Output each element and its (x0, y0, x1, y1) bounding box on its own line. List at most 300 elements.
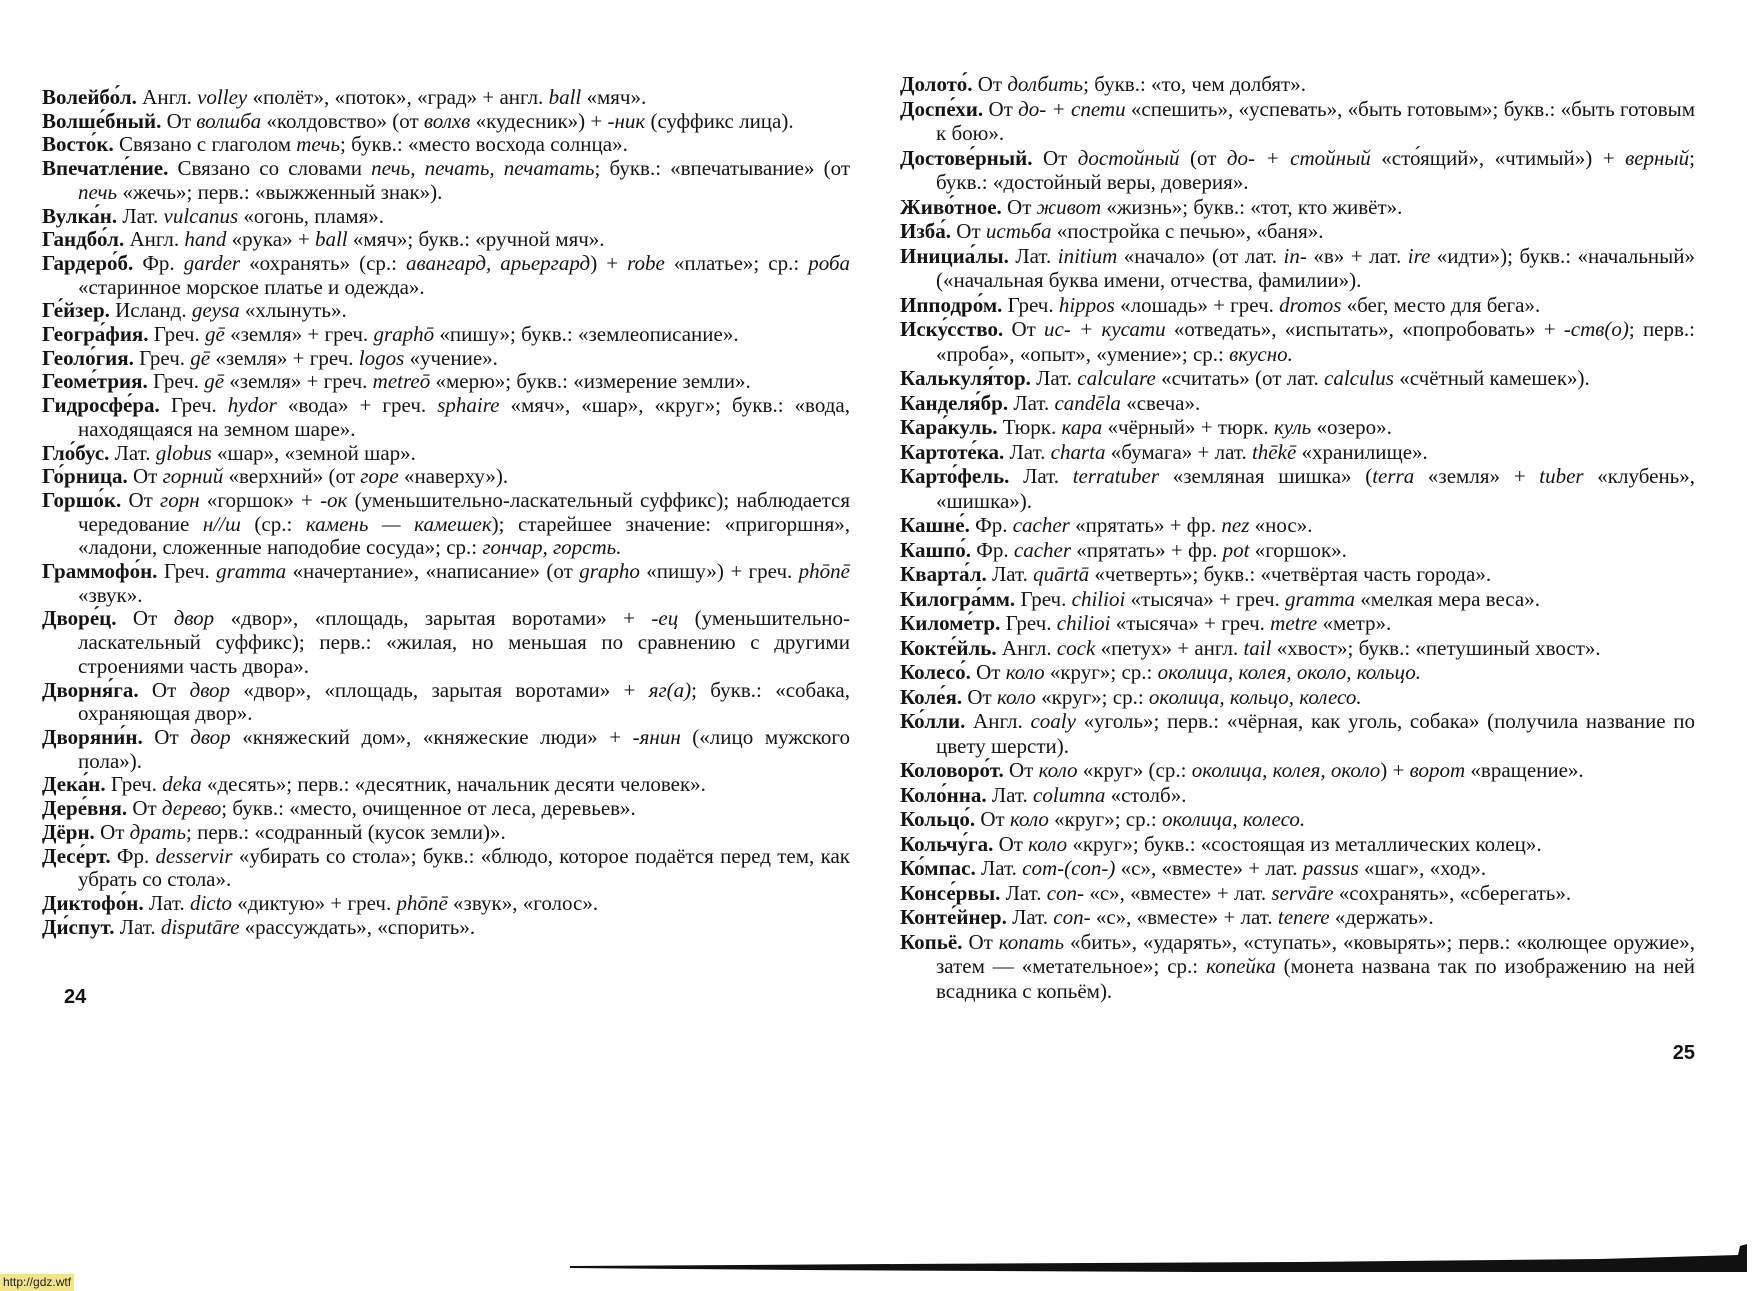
entry-text: «охранять» (ср.: (240, 250, 407, 275)
entry-text: Англ. (124, 227, 185, 252)
entry-headword: Иску́сство. (900, 317, 1004, 341)
entry-etymon: ворот (1409, 758, 1466, 782)
entry-etymon: cock (1056, 635, 1096, 660)
entry-text: «пишу») + греч. (639, 559, 799, 584)
entry-text: Тюрк. (997, 415, 1062, 439)
entry-etymon: драть (129, 819, 187, 844)
entry-headword: Консе́рвы. (900, 880, 1001, 905)
entry-text: «мяч»; букв.: «ручной мяч». (347, 227, 605, 252)
entry-text: «кудесник») + (470, 108, 608, 133)
entry-headword: Геогра́фия. (42, 322, 149, 347)
entry-text: «нос». (1249, 513, 1313, 537)
entry-etymon: gē (190, 345, 211, 370)
entry-headword: Киломе́тр. (900, 611, 1001, 635)
entry-etymon: волхв (423, 108, 471, 133)
entry-etymon: горний (162, 464, 224, 489)
entry-etymon: phōnē (798, 559, 850, 584)
dictionary-entry (42, 797, 850, 821)
entry-text: «начертание», «написание» (от (286, 559, 580, 584)
entry-text: (суффикс лица). (645, 108, 794, 133)
entry-text: ; букв.: «то, чем долбят». (1083, 72, 1306, 96)
entry-etymon: долбить (1007, 72, 1084, 96)
entry-text: Лат. (1008, 243, 1058, 268)
entry-etymon: garder (183, 250, 241, 275)
entry-text: «мяч». (581, 85, 647, 109)
entry-text: «круг»; ср.: (1048, 807, 1162, 831)
entry-headword: Дёрн. (42, 819, 95, 844)
entry-text: «бить», «ударять», «ступать», «ковырять»; перв.: «колющее оружие», затем — «метательное»; ср.: (936, 929, 1695, 978)
entry-headword: Конте́йнер. (900, 905, 1007, 929)
entry-text: От (127, 464, 163, 489)
entry-text: Лат. (117, 203, 164, 228)
entry-etymon: -ок (320, 487, 348, 512)
entry-etymon: globus (155, 440, 212, 465)
entry-text: ; букв.: «собака, охраняющая двор». (78, 677, 850, 726)
entry-headword: Ко́лли. (900, 709, 966, 733)
dictionary-entry (900, 415, 1695, 440)
entry-headword: Дере́вня. (42, 796, 128, 821)
entry-text: «мелкая мера веса». (1355, 586, 1540, 611)
entry-text: «постройка с печью», «баня». (1051, 219, 1324, 243)
entry-etymon: terratuber (1072, 464, 1160, 488)
entry-etymon: роба (808, 250, 851, 275)
entry-text: «сохранять», «сберегать». (1333, 880, 1572, 905)
entry-etymon: chilioi (1071, 586, 1126, 611)
dictionary-entry (42, 110, 850, 134)
entry-etymon: phōnē (396, 890, 448, 915)
entry-text: (от (1179, 145, 1227, 170)
entry-text: От (1032, 145, 1078, 170)
entry-etymon: con- (1046, 880, 1085, 905)
entry-etymon: вкусно. (1229, 341, 1293, 366)
entry-etymon: deka (162, 772, 202, 797)
entry-text: Греч. (105, 772, 163, 797)
entry-headword: Вулка́н. (42, 203, 118, 228)
entry-headword: Кольчу́га. (900, 831, 994, 856)
entry-etymon: коло (1009, 807, 1049, 831)
dictionary-entry (900, 219, 1695, 244)
entry-text: «земляная шишка» ( (1159, 464, 1373, 488)
dictionary-entry (900, 856, 1695, 881)
entry-text: Греч. (147, 369, 205, 394)
dictionary-entry (900, 146, 1695, 195)
watermark-link[interactable]: http://gdz.wtf (0, 1274, 74, 1291)
entry-etymon: околица, колея, около, кольцо. (1157, 660, 1421, 684)
entry-etymon: яг(а) (648, 677, 692, 702)
entry-headword: Кварта́л. (900, 562, 987, 586)
entry-text: («лицо мужского пола»). (78, 724, 851, 773)
entry-text: От (1003, 758, 1039, 782)
entry-text: (уменьшительно-ласкательный суффикс); наблюдается чередование (78, 487, 850, 536)
entry-text: Фр. (969, 513, 1013, 537)
entry-etymon: копейка (1206, 954, 1276, 978)
entry-etymon: волшба (196, 108, 262, 133)
entry-text: «идти»); букв.: «начальный» («начальная буква имени, отчества, фамилии»). (936, 243, 1695, 292)
entry-etymon: passus (1302, 856, 1359, 880)
dictionary-entry (42, 228, 850, 252)
entry-text: Лат. (143, 890, 190, 915)
entry-text: От (127, 796, 162, 821)
entry-text: От (94, 819, 130, 844)
entry-etymon: ball (548, 85, 582, 109)
entry-text: От (962, 929, 999, 954)
entry-text: «тысяча» + греч. (1110, 611, 1271, 635)
entry-text: ; букв.: «место, очищенное от леса, деревьев». (221, 796, 636, 821)
entry-etymon: коло (1005, 660, 1045, 684)
entry-text: «старинное морское платье и одежда». (78, 274, 425, 299)
entry-text: «горшок». (1249, 537, 1347, 562)
dictionary-entry (900, 440, 1695, 465)
entry-headword: Картоте́ка. (900, 439, 1005, 464)
entry-etymon: околица, колея, около (1191, 758, 1381, 782)
entry-text: «платье»; ср.: (664, 250, 809, 275)
entry-text: «учение». (404, 345, 498, 370)
entry-text: «с», «вместе» + лат. (1090, 905, 1278, 929)
entry-headword: Дворяни́н. (42, 724, 143, 749)
entry-headword: Колесо́. (900, 660, 971, 684)
entry-text: «с», «вместе» + лат. (1115, 856, 1303, 880)
entry-etymon: initium (1057, 243, 1118, 268)
entry-etymon: дерево (161, 796, 222, 821)
entry-etymon: disputāre (160, 914, 240, 939)
entry-etymon: in- (1283, 243, 1307, 268)
entry-etymon: -ств(о) (1563, 317, 1629, 341)
entry-headword: Гло́бус. (42, 440, 110, 465)
entry-text: «жизнь»; букв.: «тот, кто живёт». (1101, 194, 1403, 219)
entry-etymon: metre (1270, 611, 1318, 635)
entry-text: Англ. (965, 709, 1031, 733)
entry-text: «полёт», «поток», «град» + англ. (247, 85, 549, 109)
entry-text: «отведать», «испытать», «попробовать» + (1165, 317, 1564, 341)
entry-text: «свеча». (1120, 390, 1201, 415)
entry-etymon: sphaire (437, 393, 500, 418)
dictionary-entry (42, 370, 850, 394)
entry-etymon: coaly (1030, 709, 1076, 733)
entry-text: Лат. (986, 562, 1034, 586)
dictionary-entry (900, 783, 1695, 808)
entry-text: «спешить», «успевать», «быть готовым»; букв.: «быть готовым к бою». (936, 96, 1696, 145)
entry-etymon: до- + спети (1018, 96, 1126, 121)
entry-text: От (972, 72, 1008, 96)
entry-etymon: горе (360, 464, 399, 489)
entry-headword: Геоме́трия. (42, 369, 148, 394)
entry-text: От (1001, 194, 1037, 219)
entry-text: Лат. (114, 914, 161, 939)
entry-headword: Кольцо́. (900, 807, 976, 831)
entry-text: «рассуждать», «спорить». (239, 914, 476, 939)
dictionary-entry (42, 465, 850, 489)
left-page-column (42, 86, 850, 939)
entry-etymon: достойный (1077, 145, 1180, 170)
dictionary-entry (42, 821, 850, 845)
entry-etymon: гончар, горсть. (482, 535, 622, 560)
entry-text: «земля» + греч. (224, 369, 373, 394)
dictionary-entry (900, 244, 1695, 293)
entry-text: Лат. (1004, 439, 1051, 464)
dictionary-entry (900, 562, 1695, 587)
entry-etymon: gramma (216, 559, 287, 584)
entry-etymon: -янин (632, 724, 681, 749)
entry-etymon: gē (204, 369, 225, 394)
entry-etymon: dicto (189, 890, 232, 915)
entry-text: «уголь»; перв.: «чёрная, как уголь, собака» (получила название по цвету шерсти). (936, 709, 1695, 758)
dictionary-entry (42, 133, 850, 157)
entry-headword: Изба́. (900, 219, 952, 243)
entry-headword: Волейбо́л. (42, 85, 137, 109)
entry-text: «прятать» + фр. (1069, 513, 1222, 537)
entry-text: «в» + лат. (1306, 243, 1408, 268)
entry-etymon: dromos (1279, 292, 1342, 317)
entry-etymon: calculus (1324, 366, 1394, 390)
entry-text: «шаг», «ход». (1358, 856, 1487, 880)
entry-text: Связано с глаголом (113, 132, 297, 157)
dictionary-entry (900, 72, 1695, 97)
dictionary-entry (900, 881, 1695, 906)
entry-etymon: ire (1407, 243, 1431, 268)
entry-text: От (1003, 317, 1045, 341)
dictionary-entry (42, 773, 850, 797)
entry-text: Лат. (975, 856, 1023, 880)
entry-text: «круг»; ср.: (1035, 684, 1149, 709)
entry-text: (ср.: (240, 511, 306, 536)
entry-etymon: верный (1625, 145, 1690, 170)
entry-headword: Волше́бный. (42, 108, 162, 133)
entry-etymon: коло (996, 684, 1036, 709)
entry-text: «княжеский дом», «княжеские люди» + (230, 724, 633, 749)
page-number-left: 24 (64, 986, 87, 1009)
entry-text: «хвост»; букв.: «петушиный хвост». (1271, 635, 1601, 660)
entry-text: «звук», «голос». (447, 890, 599, 915)
entry-headword: Восто́к. (42, 132, 114, 157)
dictionary-entry (900, 930, 1695, 1004)
dictionary-entry (900, 611, 1695, 636)
entry-text: «клубень», «шишка»). (936, 464, 1696, 513)
entry-headword: Кара́куль. (900, 415, 998, 439)
entry-text: Лат. (1000, 880, 1047, 905)
entry-text: «круг»; букв.: «состоящая из металлических колец». (1067, 831, 1542, 856)
entry-text: Фр. (971, 537, 1014, 562)
entry-text: «убирать со стола»; букв.: «блюдо, которое подаётся перед тем, как убрать со стола». (78, 843, 850, 892)
entry-text: «считать» (от лат. (1155, 366, 1324, 390)
entry-etymon: околица, кольцо, колесо. (1148, 684, 1362, 709)
entry-text: «чёрный» + тюрк. (1102, 415, 1274, 439)
entry-etymon: columna (1033, 782, 1106, 807)
entry-headword: Дворня́га. (42, 677, 139, 702)
scan-edge-line (570, 1244, 1747, 1272)
entry-text: «двор», «площадь, зарытая воротами» + (230, 677, 649, 702)
entry-text: От (951, 219, 986, 243)
entry-text: «пишу»; букв.: «землеописание». (434, 322, 739, 347)
entry-text: «тысяча» + греч. (1125, 586, 1286, 611)
entry-text: От (983, 96, 1019, 121)
entry-text: Связано со словами (168, 156, 372, 181)
dictionary-entry (900, 97, 1695, 146)
entry-etymon: tail (1243, 635, 1272, 660)
entry-text: «десять»; перв.: «десятник, начальник десяти человек». (201, 772, 706, 797)
dictionary-entry (42, 916, 850, 940)
entry-text: «четверть»; букв.: «четвёртая часть города». (1089, 562, 1492, 586)
entry-headword: Доспе́хи. (900, 96, 984, 121)
left-page (42, 86, 850, 1009)
entry-etymon: горн (160, 487, 200, 512)
entry-text: ; перв.: «содранный (кусок земли)». (186, 819, 506, 844)
entry-etymon: двор (173, 606, 215, 631)
entry-etymon: коло (1028, 831, 1068, 856)
entry-text: «огонь, пламя». (238, 203, 385, 228)
entry-etymon: ball (314, 227, 348, 252)
entry-text: Исланд. (109, 298, 192, 323)
entry-text: «двор», «площадь, зарытая воротами» + (214, 606, 652, 631)
entry-text: «начало» (от лат. (1117, 243, 1284, 268)
entry-headword: Кашне́. (900, 513, 970, 537)
dictionary-entry (900, 464, 1695, 513)
entry-etymon: logos (358, 345, 405, 370)
entry-text: «верхний» (от (223, 464, 361, 489)
entry-text: Лат. (986, 782, 1034, 807)
entry-headword: Инициа́лы. (900, 243, 1009, 268)
entry-text: От (121, 487, 161, 512)
entry-text: «шар», «земной шар». (211, 440, 416, 465)
entry-headword: Коле́я. (900, 684, 963, 709)
entry-text: «горшок» + (199, 487, 321, 512)
entry-text: «столб». (1105, 782, 1187, 807)
entry-etymon: печь (78, 179, 118, 204)
page-number-right: 25 (1672, 1042, 1695, 1064)
dictionary-entry (42, 726, 850, 773)
entry-etymon: печь, печать, печатать (371, 156, 595, 181)
entry-text: Греч. (157, 559, 217, 584)
entry-text: От (975, 807, 1010, 831)
entry-text: «земля» + греч. (210, 345, 359, 370)
entry-etymon: charta (1050, 439, 1106, 464)
entry-text: Лат. (109, 440, 156, 465)
entry-headword: Диктофо́н. (42, 890, 144, 915)
entry-text: «счётный камешек»). (1393, 366, 1590, 390)
entry-headword: Долото́. (900, 72, 973, 96)
dictionary-entry (42, 157, 850, 204)
entry-text: «рука» + (226, 227, 315, 252)
entry-text: Фр. (133, 250, 184, 275)
dictionary-entry (42, 323, 850, 347)
entry-text: Фр. (110, 843, 156, 868)
entry-text: «метр». (1317, 611, 1392, 635)
entry-text: «бумага» + лат. (1105, 439, 1252, 464)
dictionary-entry (900, 317, 1695, 366)
entry-etymon: pot (1222, 537, 1250, 562)
dictionary-entry (900, 660, 1695, 685)
entry-etymon: volley (197, 85, 248, 109)
entry-text: От (138, 677, 190, 702)
right-page (900, 72, 1695, 1065)
entry-text: Англ. (136, 85, 198, 109)
entry-headword: Карто́фель. (900, 464, 1010, 488)
entry-headword: Килогра́мм. (900, 586, 1016, 611)
entry-text: «диктую» + греч. (231, 890, 397, 915)
entry-etymon: thēkē (1251, 439, 1297, 464)
entry-headword: Кокте́йль. (900, 635, 997, 660)
entry-etymon: vulcanus (163, 203, 239, 228)
entry-text: От (993, 831, 1029, 856)
entry-text: «мерю»; букв.: «измерение земли». (430, 369, 751, 394)
entry-etymon: metreō (372, 369, 431, 394)
dictionary-entry (900, 807, 1695, 832)
entry-etymon: desservir (155, 843, 233, 868)
entry-etymon: cacher (1012, 513, 1070, 537)
dictionary-entry (42, 86, 850, 110)
entry-etymon: nez (1221, 513, 1250, 537)
entry-text: ; перв.: «проба», «опыт», «умение»; ср.: (936, 317, 1696, 366)
entry-etymon: -ец (651, 606, 679, 631)
entry-etymon: камень — камешек (305, 511, 492, 536)
dictionary-entry (900, 195, 1695, 220)
entry-etymon: hippos (1058, 292, 1115, 317)
entry-etymon: gramma (1285, 586, 1356, 611)
dictionary-entry (900, 366, 1695, 391)
entry-etymon: кара (1061, 415, 1103, 439)
dictionary-entry (42, 252, 850, 299)
entry-etymon: околица, колесо. (1161, 807, 1306, 831)
dictionary-entry (42, 442, 850, 466)
dictionary-entry (900, 391, 1695, 416)
dictionary-entry (42, 560, 850, 607)
entry-text: «лошадь» + греч. (1114, 292, 1280, 317)
entry-text: От (962, 684, 997, 709)
entry-headword: Ко́мпас. (900, 856, 976, 880)
entry-text: «петух» + англ. (1095, 635, 1244, 660)
entry-text: ) + (1380, 758, 1410, 782)
entry-headword: Калькуля́тор. (900, 366, 1031, 390)
dictionary-entry (42, 347, 850, 371)
entry-headword: Граммофо́н. (42, 559, 158, 584)
dictionary-entry (900, 513, 1695, 538)
entry-text: «прятать» + фр. (1071, 537, 1223, 562)
entry-text: Греч. (1000, 611, 1057, 635)
entry-etymon: quārtā (1033, 562, 1090, 586)
entry-etymon: terra (1372, 464, 1415, 488)
entry-text: Лат. (1030, 366, 1078, 390)
entry-etymon: graphō (373, 322, 435, 347)
entry-text: «хлынуть». (239, 298, 347, 323)
dictionary-entry (42, 205, 850, 229)
entry-text: «круг» (ср.: (1077, 758, 1192, 782)
entry-etymon: куль (1273, 415, 1312, 439)
entry-text: «с», «вместе» + лат. (1084, 880, 1272, 905)
entry-text: ; букв.: «достойный веры, доверия». (936, 145, 1695, 194)
entry-text: От (142, 724, 191, 749)
entry-headword: Гидросфе́ра. (42, 393, 160, 418)
entry-etymon: авангард, арьергард (406, 250, 591, 275)
entry-headword: Живо́тное. (900, 194, 1002, 219)
dictionary-entry (900, 538, 1695, 563)
dictionary-entry (42, 299, 850, 323)
entry-text: Англ. (996, 635, 1057, 660)
entry-text: «вращение». (1465, 758, 1584, 782)
entry-headword: Го́рница. (42, 464, 128, 489)
entry-etymon: tenere (1277, 905, 1330, 929)
entry-text: Лат. (1006, 905, 1054, 929)
entry-etymon: -ник (607, 108, 646, 133)
entry-etymon: robe (627, 250, 665, 275)
entry-headword: Кашпо́. (900, 537, 972, 562)
entry-etymon: hydor (227, 393, 277, 418)
entry-headword: Впечатле́ние. (42, 156, 169, 181)
entry-headword: Ди́спут. (42, 914, 115, 939)
entry-text: Лат. (1009, 464, 1073, 488)
entry-headword: Канделя́бр. (900, 390, 1009, 415)
entry-text: ) + (590, 250, 628, 275)
entry-text: «вода» + греч. (276, 393, 438, 418)
entry-text: (монета названа так по изображению на ней всадника с копьём). (936, 954, 1696, 1003)
